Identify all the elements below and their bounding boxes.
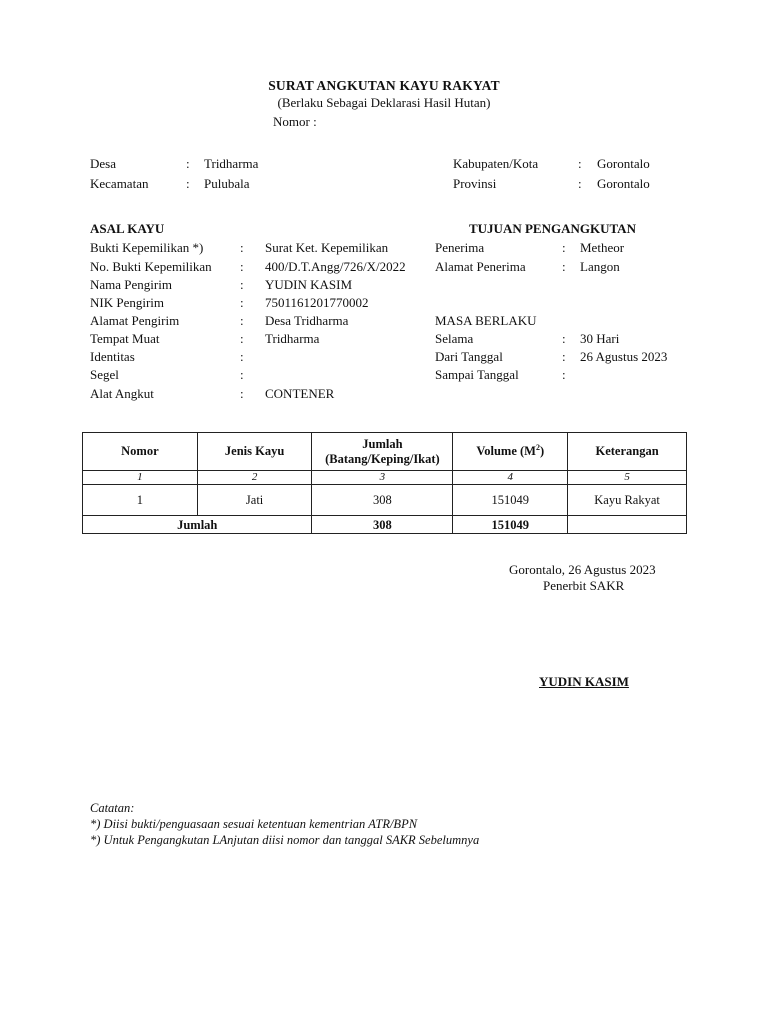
provinsi-colon: :: [578, 176, 582, 191]
identitas-label: Identitas: [90, 349, 135, 364]
wood-table: [82, 432, 687, 534]
table-row: [83, 485, 687, 516]
signatory-name: YUDIN KASIM: [539, 674, 629, 689]
tempat-muat-value: Tridharma: [265, 331, 320, 346]
index-cell-5: 5: [568, 471, 687, 485]
segel-label: Segel: [90, 367, 119, 382]
total-keterangan: [568, 516, 687, 534]
header-nomor: Nomor: [83, 433, 198, 471]
place-date: Gorontalo, 26 Agustus 2023: [509, 562, 656, 577]
desa-colon: :: [186, 156, 190, 171]
selama-value: 30 Hari: [580, 331, 620, 346]
provinsi-value: Gorontalo: [597, 176, 650, 191]
masa-berlaku-heading: MASA BERLAKU: [435, 313, 537, 328]
bukti-value: Surat Ket. Kepemilikan: [265, 240, 389, 255]
header-volume-text: Volume (M: [476, 444, 536, 458]
identitas-colon: :: [240, 349, 244, 364]
alat-angkut-colon: :: [240, 386, 244, 401]
nik-label: NIK Pengirim: [90, 295, 165, 310]
cell-jumlah: 308: [312, 485, 453, 516]
index-cell-4: 4: [453, 471, 568, 485]
no-bukti-label: No. Bukti Kepemilikan: [90, 259, 212, 274]
alamat-pengirim-colon: :: [240, 313, 244, 328]
kecamatan-label: Kecamatan: [90, 176, 149, 191]
dari-tanggal-label: Dari Tanggal: [435, 349, 503, 364]
tempat-muat-colon: :: [240, 331, 244, 346]
kabupaten-value: Gorontalo: [597, 156, 650, 171]
tempat-muat-label: Tempat Muat: [90, 331, 160, 346]
no-bukti-value: 400/D.T.Angg/726/X/2022: [265, 259, 406, 274]
sampai-tanggal-label: Sampai Tanggal: [435, 367, 519, 382]
penerima-label: Penerima: [435, 240, 485, 255]
header-volume-close: ): [539, 444, 545, 458]
cell-jenis: Jati: [197, 485, 312, 516]
issuer-label: Penerbit SAKR: [543, 578, 625, 593]
sampai-tanggal-colon: :: [562, 367, 566, 382]
tujuan-heading: TUJUAN PENGANGKUTAN: [469, 221, 636, 236]
total-volume: 151049: [453, 516, 568, 534]
index-cell-3: 3: [312, 471, 453, 485]
alamat-pengirim-value: Desa Tridharma: [265, 313, 349, 328]
notes-block: [90, 800, 479, 848]
table-total-row: [83, 516, 687, 534]
index-cell-2: 2: [197, 471, 312, 485]
document-title: SURAT ANGKUTAN KAYU RAKYAT: [268, 78, 500, 93]
alamat-pengirim-label: Alamat Pengirim: [90, 313, 180, 328]
desa-value: Tridharma: [204, 156, 259, 171]
kecamatan-value: Pulubala: [204, 176, 250, 191]
segel-colon: :: [240, 367, 244, 382]
nama-pengirim-label: Nama Pengirim: [90, 277, 172, 292]
selama-colon: :: [562, 331, 566, 346]
nik-colon: :: [240, 295, 244, 310]
header-keterangan: Keterangan: [568, 433, 687, 471]
notes-title: Catatan:: [90, 801, 135, 815]
header-jenis-kayu: Jenis Kayu: [197, 433, 312, 471]
note-line: *) Untuk Pengangkutan LAnjutan diisi nomor dan tanggal SAKR Sebelumnya: [90, 833, 480, 847]
header-jumlah-line1: Jumlah: [362, 436, 403, 451]
header-volume: [453, 433, 568, 471]
dari-tanggal-colon: :: [562, 349, 566, 364]
table-header-row: [83, 433, 687, 471]
provinsi-label: Provinsi: [453, 176, 497, 191]
desa-label: Desa: [90, 156, 116, 171]
kabupaten-label: Kabupaten/Kota: [453, 156, 539, 171]
alamat-penerima-colon: :: [562, 259, 566, 274]
header-volume-superscript: 2: [535, 442, 540, 452]
no-bukti-colon: :: [240, 259, 244, 274]
cell-volume: 151049: [453, 485, 568, 516]
document-subtitle: (Berlaku Sebagai Deklarasi Hasil Hutan): [277, 95, 491, 110]
header-jumlah-line2: (Batang/Keping/Ikat): [325, 451, 440, 466]
alat-angkut-value: CONTENER: [265, 386, 335, 401]
cell-keterangan: Kayu Rakyat: [568, 485, 687, 516]
penerima-colon: :: [562, 240, 566, 255]
alamat-penerima-value: Langon: [580, 259, 620, 274]
nama-pengirim-value: YUDIN KASIM: [265, 277, 353, 292]
asal-kayu-heading: ASAL KAYU: [90, 221, 165, 236]
penerima-value: Metheor: [580, 240, 625, 255]
note-line: *) Diisi bukti/penguasaan sesuai ketentuan kementrian ATR/BPN: [90, 817, 418, 831]
selama-label: Selama: [435, 331, 474, 346]
kecamatan-colon: :: [186, 176, 190, 191]
total-label: Jumlah: [83, 516, 312, 534]
alat-angkut-label: Alat Angkut: [90, 386, 154, 401]
dari-tanggal-value: 26 Agustus 2023: [580, 349, 668, 364]
table-index-row: [83, 471, 687, 485]
kabupaten-colon: :: [578, 156, 582, 171]
index-cell-1: 1: [83, 471, 198, 485]
header-jumlah: [312, 433, 453, 471]
alamat-penerima-label: Alamat Penerima: [435, 259, 526, 274]
bukti-label: Bukti Kepemilikan *): [90, 240, 204, 255]
bukti-colon: :: [240, 240, 244, 255]
nik-value: 7501161201770002: [265, 295, 369, 310]
cell-nomor: 1: [83, 485, 198, 516]
nomor-label: Nomor :: [273, 114, 317, 129]
total-jumlah: 308: [312, 516, 453, 534]
nama-pengirim-colon: :: [240, 277, 244, 292]
